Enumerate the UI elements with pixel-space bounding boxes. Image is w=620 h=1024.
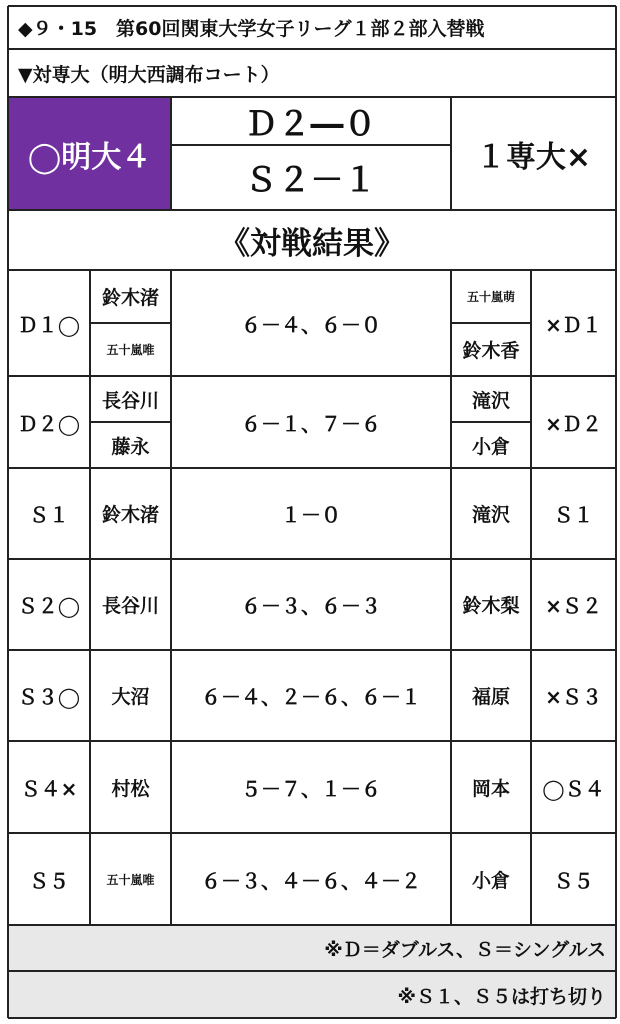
away-player-name: 五十嵐萌: [466, 290, 515, 304]
grid-line: [8, 558, 616, 560]
grid-line: [90, 322, 171, 324]
away-player-name: 福原: [471, 686, 510, 708]
singles-score: Ｓ２－１: [244, 160, 377, 199]
match-score: ６－１、７－６: [241, 411, 381, 436]
home-team-result: ◯明大４: [8, 98, 171, 209]
grid-line: [170, 97, 172, 210]
grid-line: [8, 467, 616, 469]
grid-line: [170, 270, 172, 925]
away-player-name: 岡本: [471, 777, 510, 800]
match-score: ６－３、４－６、４－２: [201, 868, 421, 893]
away-team-result: １専大×: [475, 139, 592, 175]
grid-line: [171, 144, 451, 146]
away-player-name: 鈴木梨: [462, 595, 520, 617]
match-subtitle: ▼対専大（明大西調布コート）: [18, 63, 280, 86]
grid-line: [8, 5, 616, 7]
row-label-left: Ｓ３◯: [17, 685, 81, 709]
doubles-score: Ｄ２―０: [244, 104, 377, 143]
grid-line: [8, 924, 616, 926]
grid-line: [8, 649, 616, 651]
away-player-name: 鈴木香: [462, 340, 520, 362]
home-player-name: 村松: [111, 777, 150, 800]
row-label-left: Ｄ１◯: [17, 312, 81, 337]
grid-line: [8, 48, 616, 50]
away-player-name: 小倉: [471, 869, 510, 892]
home-player-name: 長谷川: [101, 389, 159, 412]
grid-line: [451, 322, 531, 324]
grid-line: [8, 832, 616, 834]
row-label-right: ×Ｄ２: [545, 411, 602, 436]
grid-line: [451, 421, 531, 423]
match-score: ６－４、２－６、６－１: [201, 685, 421, 709]
row-label-right: Ｓ５: [553, 868, 594, 893]
grid-line: [450, 270, 452, 925]
grid-line: [8, 96, 616, 98]
home-player-name: 五十嵐唯: [106, 343, 155, 357]
home-player-name: 藤永: [111, 435, 150, 458]
note-abbreviations: ※Ｄ＝ダブルス、Ｓ＝シングルス: [8, 926, 616, 971]
note-discontinued: ※Ｓ１、Ｓ５は打ち切り: [8, 972, 616, 1018]
row-label-right: Ｓ１: [553, 503, 594, 527]
row-label-right: ×Ｓ２: [545, 594, 602, 618]
match-score: １－０: [281, 503, 341, 527]
grid-line: [530, 270, 532, 925]
row-label-right: ×Ｄ１: [545, 312, 602, 337]
away-player-name: 滝沢: [471, 389, 510, 412]
grid-line: [8, 209, 616, 211]
grid-line: [89, 270, 91, 925]
grid-line: [615, 6, 617, 1018]
grid-line: [8, 1017, 616, 1019]
grid-line: [8, 375, 616, 377]
match-score: ６－４、６－０: [241, 312, 381, 337]
row-label-left: Ｓ１: [29, 503, 69, 527]
row-label-left: Ｓ４×: [20, 776, 78, 801]
row-label-right: ×Ｓ３: [545, 685, 602, 709]
grid-line: [8, 740, 616, 742]
home-player-name: 五十嵐唯: [106, 872, 155, 887]
row-label-right: ◯Ｓ４: [542, 776, 605, 801]
results-heading: 《対戦結果》: [219, 226, 405, 262]
away-player-name: 小倉: [471, 435, 510, 458]
grid-line: [90, 421, 171, 423]
row-label-left: Ｓ２◯: [17, 594, 81, 618]
grid-line: [8, 970, 616, 972]
home-player-name: 大沼: [111, 686, 150, 708]
grid-line: [450, 97, 452, 210]
grid-line: [7, 6, 9, 1018]
row-label-left: Ｓ５: [29, 868, 69, 893]
match-title: ◆９・15 第60回関東大学女子リーグ１部２部入替戦: [18, 17, 485, 40]
row-label-left: Ｄ２◯: [17, 411, 81, 436]
home-player-name: 鈴木渚: [101, 504, 159, 526]
home-player-name: 鈴木渚: [101, 287, 159, 309]
away-player-name: 滝沢: [471, 504, 510, 526]
home-player-name: 長谷川: [101, 595, 159, 617]
match-score: ６－３、６－３: [241, 594, 381, 618]
match-score: ５－７、１－６: [241, 776, 381, 801]
grid-line: [8, 269, 616, 271]
